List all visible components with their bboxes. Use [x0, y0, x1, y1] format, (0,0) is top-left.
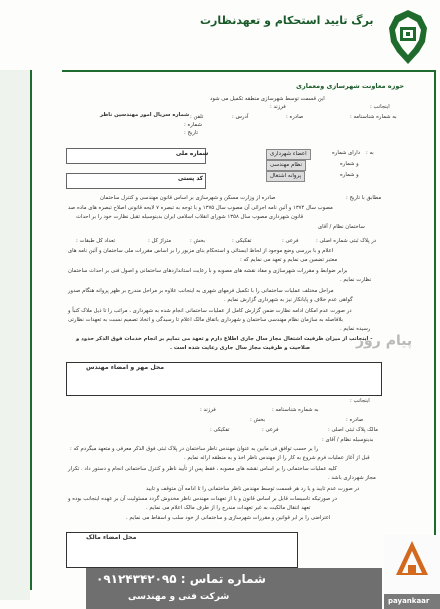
owner2-father-label: فرزند :	[200, 407, 216, 413]
owner2-plot-label: مالک پلاک ثبتی اصلی :	[328, 427, 378, 433]
body-line-14: بلافاصله به سازمان نظام مهندسی ساختمان و شهرداری باتفاق مالک اعلام تا رسیدگی و اتخاذ تصمیم نسبت به تعهدات نظارتی	[68, 317, 344, 323]
owner2-line-2: را بر حسب توافق فی مابین به عنوان مهندس ناظر ساختمان در پلاک ثبتی فوق الذکر معرفی و متعهد میگردم که :	[70, 446, 319, 452]
body-line-8: معتبر تضمین می نمایم و تعهد می نمایم که :	[240, 257, 338, 263]
owner2-line-7: در صورتیکه تاسیسات قابل بر اساس قانون و یا از تعهدات مهندس ناظر مخدوش گردد مسئولیت آن بر عهده اینجانب بوده و	[68, 496, 337, 502]
body-line-4: قانون شهرداری مصوب سال ۱۳۵۸ شورای انقلاب اسلامی ایران بدینوسیله تقبل نظارت خود را بر احداث	[76, 214, 304, 220]
body-line-12: گواهی عدم خلاف و پایانکار نیز به شهرداری گزارش نمایم .	[224, 297, 353, 303]
body-line-6d: بخش :	[190, 238, 206, 244]
body-line-3: مصوب سال ۱۳۷۴ و آئین نامه اجرائی آن مصوب سال ۱۳۷۵ و با توجه به تبصره ۷ لایحه قانونی اصلاح تبصره های ماده صد	[68, 205, 333, 211]
body-line-15: رسیده نمایم .	[340, 326, 371, 332]
body-line-6c: تفکیکی :	[232, 238, 252, 244]
body-line-7: اعلام و با بررسی وضع موجود از لحاظ ایستائی و استحکام بنای مزبور را بر اساس مقررات ملی ساختمان و آئین نامه های	[68, 248, 334, 254]
form-title: برگ تایید استحکام و تعهدنظارت	[200, 14, 374, 27]
brand-name: payankaar	[388, 597, 430, 605]
recipient-municipality: اعضاء شهرداری	[266, 149, 311, 160]
owner2-split-label: تفکیکی :	[210, 427, 230, 433]
contact-phone	[96, 572, 266, 586]
form-subtitle: حوزه معاونت شهرسازی ومعماری	[296, 82, 405, 90]
owner2-issued-label: صادره :	[346, 417, 364, 423]
recipient-num2-label: و شماره	[340, 161, 359, 167]
owner2-line-4: کلیه عملیات ساختمانی را بر اساس نقشه های مصوبه ، فقط پس از تأیید ناظر و کنترل ساختمانی انجام و دستور داد . تکرار	[68, 466, 337, 472]
body-line-1: مطابق با تاریخ :	[346, 195, 382, 201]
left-margin-band	[0, 70, 30, 600]
watermark-text: پیام روز	[356, 333, 413, 349]
body-line-13: در صورت عدم امکان ادامه نظارت ضمن گزارش کامل از عملیات ساختمانی انجام شده به شهرداری ، مراتب را تا ذیل ملاک کتباً و	[68, 308, 352, 314]
postal-code-label: کد پستی	[178, 176, 204, 182]
owner-tel-label: تلفن :	[190, 114, 204, 120]
owner2-line-8: تعهد انتقال مالکیت به غیر تعهدات مندرج را از طرف مالک اعلام می نمایم .	[146, 505, 311, 511]
owner2-sub-label: فرعی :	[262, 427, 279, 433]
recipient-num3-label: و شماره	[340, 172, 359, 178]
body-line-6b: فرعی :	[282, 238, 299, 244]
stamp-date-label: تاریخ :	[184, 130, 199, 136]
body-line-9: برابر ضوابط و مقررات شهرسازی و مفاد نقشه های مصوبه و با رعایت استانداردهای ساختمانی و اصول فنی بر احداث ساختمان	[68, 268, 348, 274]
owner-intro-label: اینجانب :	[370, 104, 390, 110]
phone-number[interactable]: ۰۹۱۲۴۳۴۲۰۹۵	[96, 572, 177, 586]
owner2-intro-label: اینجانب :	[350, 398, 370, 404]
to-label: به :	[366, 150, 374, 156]
stamp-note: این قسمت توسط شهرسازی منطقه تکمیل می شود	[210, 96, 325, 102]
body-line-6: در پلاک ثبتی شماره اصلی :	[316, 238, 377, 244]
company-name: شرکت فنی و مهندسی	[128, 592, 230, 602]
body-line-2: صادره از وزارت مسکن و شهرسازی بر اساس قانون مهندسی و کنترل ساختمان	[100, 195, 276, 201]
body-line-11: مراحل مختلف عملیات ساختمانی را با تکمیل فرمهای شهری به اینجانب علاوه بر مراحل مندرج بر ظهر پروانه هنگام صدور	[68, 288, 334, 294]
owner-signature-label: محل امضاء مالک	[86, 534, 137, 541]
body-line-17: صلاحیت و ظرفیت مجاز سال جاری رعایت شده است .	[170, 345, 311, 351]
owner2-line-3: قبل از آغاز عملیات فرم شروع به کار را از مهندس ناظر اخذ و به منطقه ارائه نمایم .	[184, 455, 370, 461]
owner2-part-label: بخش :	[250, 417, 266, 423]
municipality-logo-icon	[385, 8, 431, 66]
owner-issued-label: صادره :	[286, 114, 304, 120]
engineer-signature-label: محل مهر و امضاء مهندس	[86, 364, 165, 371]
body-line-6f: تعداد کل طبقات :	[76, 238, 116, 244]
left-border-line	[30, 70, 32, 590]
body-line-5: ساختمان نظام / آقای	[318, 224, 365, 230]
owner2-line-5: مجاز شهرداری باشد .	[328, 475, 376, 481]
recipient-engineering: نظام مهندسی	[266, 160, 306, 171]
owner-address-label: آدرس :	[232, 114, 249, 120]
body-line-10: نظارت نمایم .	[340, 277, 372, 283]
owner2-line-1: بدینوسیله نظام / آقای :	[322, 437, 374, 443]
recipient-license: پروانه اشتغال	[266, 171, 305, 182]
owner2-line-6: در صورت عدم تایید و یا رد هر قسمت توسط مهندس ناظر ساختمانی را تا ادامه آن متوقف و تایید	[146, 486, 360, 492]
owner2-id-label: به شماره شناسنامه :	[272, 407, 319, 413]
phone-label: شماره تماس :	[180, 572, 266, 586]
recipient-num1-label: دارای شماره	[332, 150, 361, 156]
stamp-number-label: شماره :	[184, 122, 202, 128]
owner-father-label: فرزند :	[270, 104, 286, 110]
owner2-line-9: اعتراضی را بر ابر قوانین و مقررات شهرسازی و ساختمانی از خود سلب و اسقاط می نمایم .	[126, 515, 331, 521]
national-id-label: شماره ملی	[176, 151, 209, 157]
owner-id-label: به شماره شناسنامه :	[350, 114, 397, 120]
brand-mark-icon	[384, 535, 440, 595]
serial-label: شماره سریال امور مهندسین ناظر	[100, 112, 190, 118]
body-line-6e: متراژ کل :	[148, 238, 172, 244]
body-line-16: - اینجانب از میزان ظرفیت اشتغال مجاز سال جاری اطلاع دارم و تعهد می نمایم بر انجام خدمات فوق الذکر حدود و	[76, 336, 373, 342]
